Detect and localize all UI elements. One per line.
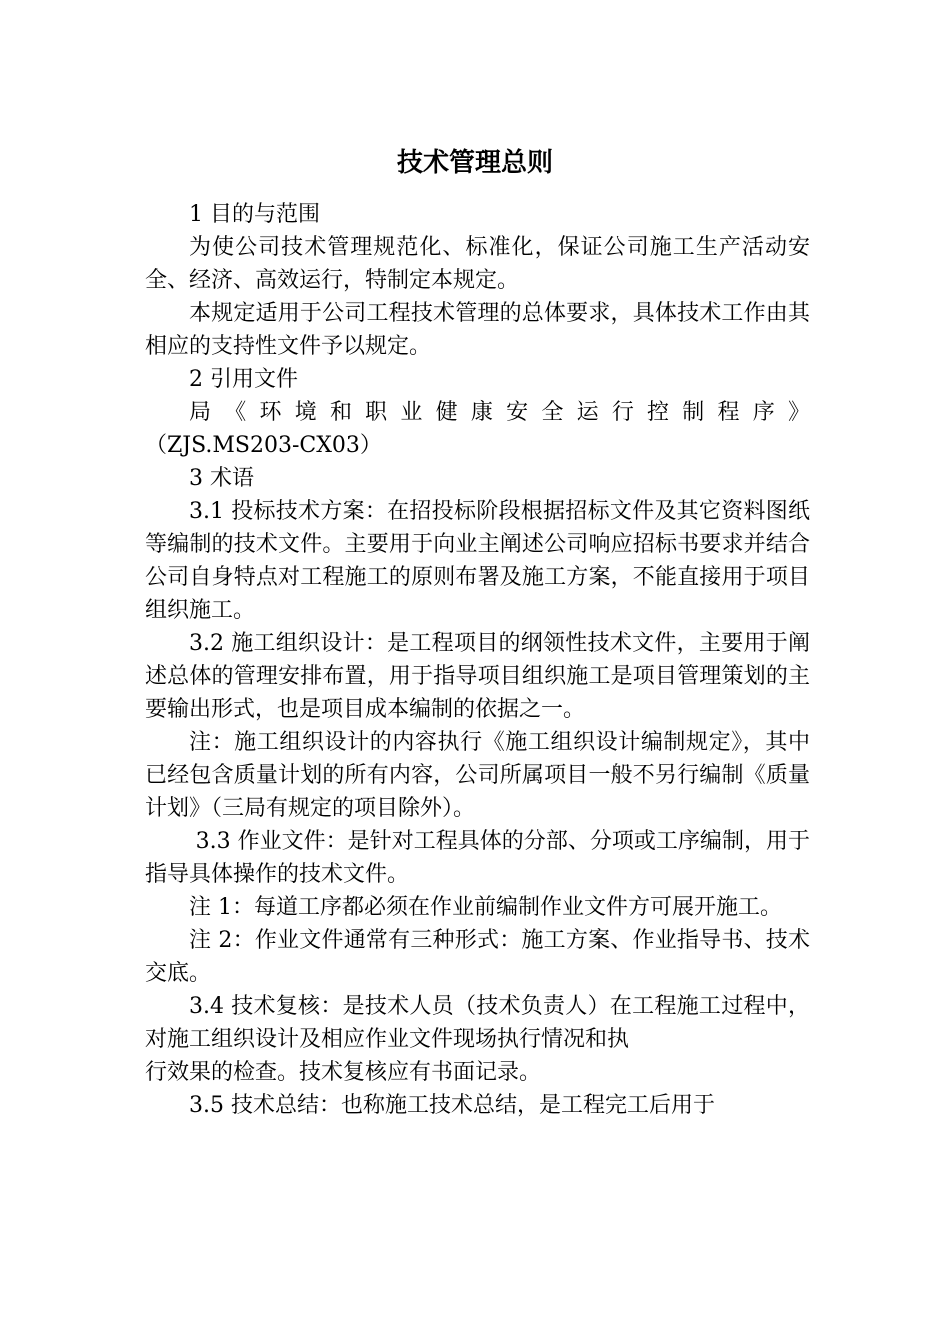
reference-document-code: （ZJS.MS203-CX03） <box>145 433 382 458</box>
term-technical-summary: 3.5 技术总结：也称施工技术总结，是工程完工后用于 <box>189 1093 715 1118</box>
section-heading-terms: 3 术语 <box>189 466 254 491</box>
term-construction-organization-design: 3.2 施工组织设计：是工程项目的纲领性技术文件，主要用于阐述总体的管理安排布置，用于指导项目组织施工是项目管理策划的主要输出形式，也是项目成本编制的依据之一。 <box>145 631 810 722</box>
document-title: 技术管理总则 <box>396 148 553 178</box>
document-body <box>145 198 810 1122</box>
paragraph-purpose: 为使公司技术管理规范化、标准化，保证公司施工生产活动安全、经济、高效运行，特制定本规定。 <box>145 235 810 293</box>
paragraph-scope: 本规定适用于公司工程技术管理的总体要求，具体技术工作由其相应的支持性文件予以规定。 <box>145 301 810 359</box>
section-heading-references: 2 引用文件 <box>189 367 298 392</box>
note-2-work-documents: 注 2：作业文件通常有三种形式：施工方案、作业指导书、技术交底。 <box>145 928 810 986</box>
note-1-work-documents: 注 1：每道工序都必须在作业前编制作业文件方可展开施工。 <box>189 895 782 920</box>
term-work-documents: 3.3 作业文件：是针对工程具体的分部、分项或工序编制，用于指导具体操作的技术文件。 <box>145 829 810 887</box>
term-bid-technical-plan: 3.1 投标技术方案：在招投标阶段根据招标文件及其它资料图纸等编制的技术文件。主要用于向业主阐述公司响应招标书要求并结合公司自身特点对工程施工的原则布署及施工方案，不能直接用于项目组织施工。 <box>145 499 810 623</box>
term-technical-review-continued: 行效果的检查。技术复核应有书面记录。 <box>145 1060 542 1085</box>
term-technical-review: 3.4 技术复核：是技术人员（技术负责人）在工程施工过程中，对施工组织设计及相应作业文件现场执行情况和执 <box>145 994 810 1052</box>
section-heading-purpose: 1 目的与范围 <box>189 202 320 227</box>
note-construction-organization-design: 注：施工组织设计的内容执行《施工组织设计编制规定》，其中已经包含质量计划的所有内容，公司所属项目一般不另行编制《质量计划》（三局有规定的项目除外）。 <box>145 730 810 821</box>
reference-document-title: 局《环境和职业健康安全运行控制程序》 <box>189 400 810 425</box>
